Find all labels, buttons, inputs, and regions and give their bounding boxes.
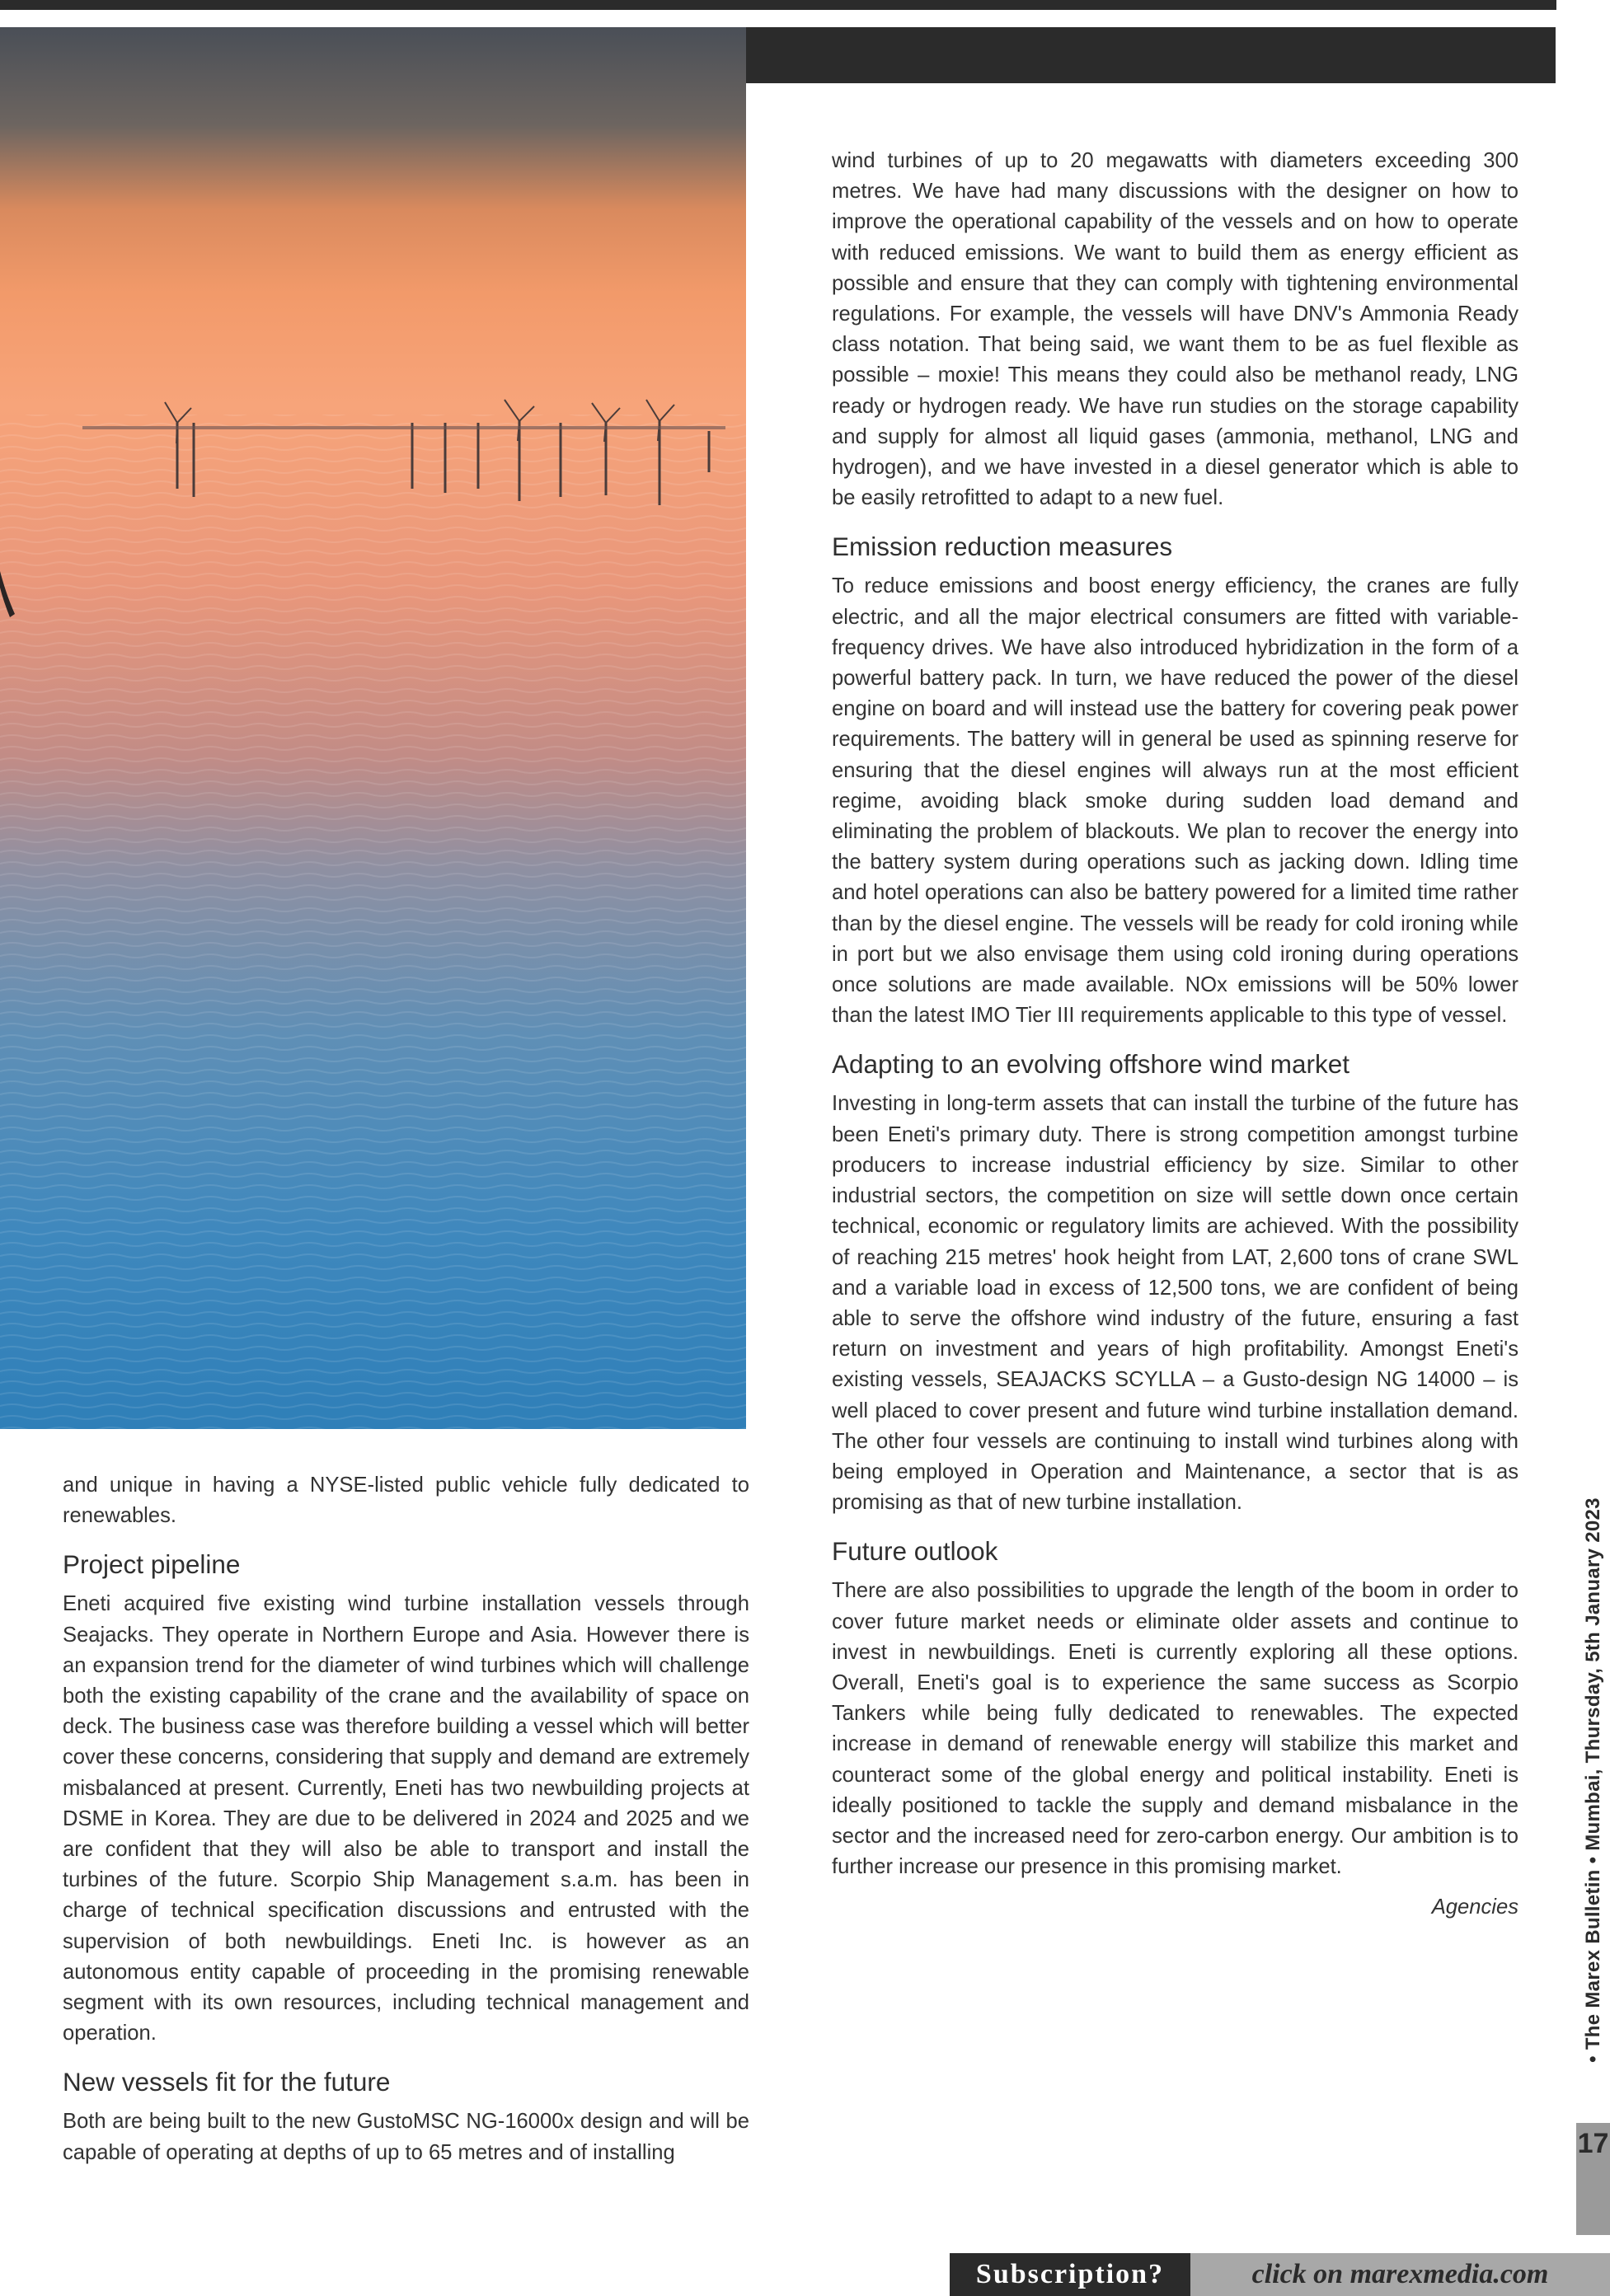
subscription-banner[interactable] — [950, 2253, 1610, 2296]
heading-new-vessels: New vessels fit for the future — [63, 2067, 391, 2097]
subscription-label[interactable]: Subscription? — [950, 2253, 1190, 2296]
credit-agencies: Agencies — [1431, 1895, 1518, 1919]
subscription-link[interactable]: click on marexmedia.com — [1190, 2253, 1610, 2296]
paragraph-fuel-flexibility: wind turbines of up to 20 megawatts with diameters exceeding 300 metres. We have had many discussions with the designer on how to improve the operational capability of the vessels and on how to operate with reduced emissions. We want to build them as energy efficient as possible and ensure that they can comply with tightening environmental regulations. For example, the vessels will have DNV's Ammonia Ready class notation. That being said, we want them to be as fuel flexible as possible – moxie! This means they could also be methanol ready, LNG ready or hydrogen ready. We have run studies on the storage capability and supply for almost all liquid gases (ammonia, methanol, LNG and hydrogen), and we have invested in a diesel generator which is able to be easily retrofitted to adapt to a new fuel. — [832, 149, 1518, 510]
right-column — [832, 146, 1518, 1923]
offshore-wind-farm-photo — [0, 27, 746, 1429]
top-rule — [0, 0, 1556, 10]
paragraph-nyse-vehicle: and unique in having a NYSE-listed public vehicle fully dedicated to renewables. — [63, 1474, 749, 1528]
paragraph-emission-reduction: To reduce emissions and boost energy efficiency, the cranes are fully electric, and all the major electrical consumers are fitted with variable-frequency drives. We have also introduced hybridization in the form of a powerful battery pack. In turn, we have reduced the power of the diesel engine on board and will instead use the battery for covering peak power requirements. The battery will in general be used as spinning reserve for ensuring that the diesel engines will always run at the most efficient regime, avoiding black smoke during sudden load demand and eliminating the problem of blackouts. We plan to recover the energy into the battery system during operations such as jacking down. Idling time and hotel operations can also be battery powered for a limited time rather than by the diesel engine. The vessels will be ready for cold ironing while in port but we also envisage them using cold ironing during operations once solutions are made available. NOx emissions will be 50% lower than the latest IMO Tier III requirements applicable to this type of vessel. — [832, 574, 1518, 1028]
heading-project-pipeline: Project pipeline — [63, 1549, 241, 1580]
header-bar — [744, 27, 1556, 83]
paragraph-new-vessels: Both are being built to the new GustoMSC NG-16000x design and will be capable of operating at depths of up to 65 metres and of installing — [63, 2110, 749, 2164]
page-number: 17 — [1576, 2123, 1610, 2235]
paragraph-future-outlook: There are also possibilities to upgrade the length of the boom in order to cover future market needs or eliminate older assets and continue to invest in newbuildings. Eneti is currently exploring all these options. Overall, Eneti's goal is to experience the same success as Scorpio Tankers while being fully dedicated to renewables. The expected increase in demand of renewable energy will stabilize this market and counteract some of the global energy and political instability. Eneti is ideally positioned to tackle the supply and demand misbalance in the sector and the increased need for zero-carbon energy. Our ambition is to further increase our presence in this promising market. — [832, 1579, 1518, 1879]
publication-line: • The Marex Bulletin • Mumbai, Thursday, 5th January 2023 — [1582, 1497, 1604, 2063]
heading-adapting-market: Adapting to an evolving offshore wind market — [832, 1049, 1350, 1080]
heading-emission-reduction: Emission reduction measures — [832, 532, 1173, 562]
left-column — [63, 1470, 749, 2168]
paragraph-project-pipeline: Eneti acquired five existing wind turbine installation vessels through Seajacks. They operate in Northern Europe and Asia. However there is an expansion trend for the diameter of wind turbines which will challenge both the existing capability of the crane and the availability of space on deck. The business case was therefore building a vessel which will better cover these concerns, considering that supply and demand are extremely misbalanced at present. Currently, Eneti has two newbuilding projects at DSME in Korea. They are due to be delivered in 2024 and 2025 and we are confident that they will also be able to transport and install the turbines of the future. Scorpio Ship Management s.a.m. has been in charge of technical specification discussions and entrusted with the supervision of both newbuildings. Eneti Inc. is however as an autonomous entity capable of proceeding in the promising renewable segment with its own resources, including technical management and operation. — [63, 1592, 749, 2045]
paragraph-adapting-market: Investing in long-term assets that can install the turbine of the future has been Eneti's primary duty. There is strong competition amongst turbine producers to increase industrial efficiency by size. Similar to other industrial sectors, the competition on size will settle down once certain technical, economic or regulatory limits are achieved. With the possibility of reaching 215 metres' hook height from LAT, 2,600 tons of crane SWL and a variable load in excess of 12,500 tons, we are confident of being able to serve the offshore wind industry of the future, ensuring a fast return on investment and years of high profitability. Amongst Eneti's existing vessels, SEAJACKS SCYLLA – a Gusto-design NG 14000 – is well placed to cover present and future wind turbine installation demand. The other four vessels are continuing to install wind turbines along with being employed in Operation and Maintenance, a sector that is as promising as that of new turbine installation. — [832, 1092, 1518, 1515]
heading-future-outlook: Future outlook — [832, 1536, 998, 1567]
